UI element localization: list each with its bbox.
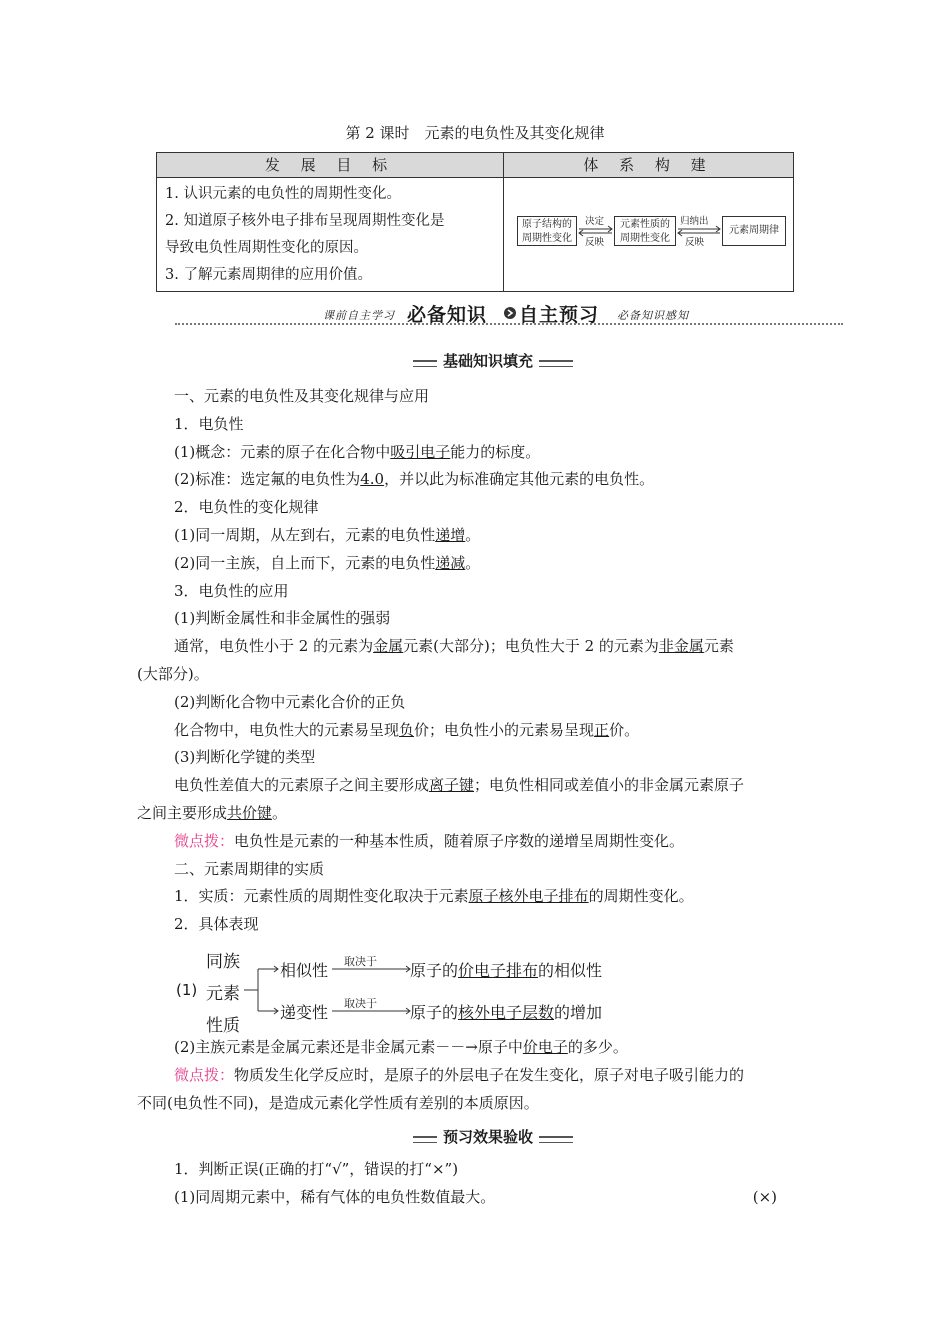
- exercise-content: [137, 1156, 777, 1212]
- tip-paragraph: 微点拨：物质发生化学反应时，是原子的外层电子在发生变化，原子对电子吸引能力的: [174, 1065, 745, 1084]
- main-content: [137, 383, 817, 939]
- figure-left-label: 同族: [206, 952, 240, 972]
- goals-table: [156, 152, 794, 292]
- paragraph: (1)同一周期，从左到右，元素的电负性递增。: [174, 525, 481, 544]
- paragraph: (3)判断化学键的类型: [174, 748, 316, 767]
- chevron-right-icon: [503, 306, 517, 320]
- diagram-arrow-label: 反映: [585, 237, 605, 248]
- paragraph: (1)判断金属性和非金属性的强弱: [174, 609, 391, 628]
- arrow-label: 取决于: [344, 997, 377, 1010]
- lesson-title: 第 2 课时 元素的电负性及其变化规律: [345, 124, 605, 142]
- paragraph: (2)同一主族，自上而下，元素的电负性递减。: [174, 553, 481, 572]
- periodic-law-figure: [172, 945, 632, 1037]
- paragraph: (1)概念：元素的原子在化合物中吸引电子能力的标度。: [174, 442, 541, 461]
- goals-header: 发 展 目 标: [157, 153, 504, 178]
- subheading: 2．电负性的变化规律: [174, 498, 319, 517]
- figure-left-label: 元素: [206, 984, 240, 1004]
- paragraph: (2)判断化合物中元素化合价的正负: [174, 692, 406, 711]
- subheading: 3．电负性的应用: [174, 581, 289, 600]
- banner-left-text: 课前自主学习: [323, 309, 395, 322]
- question-item: (1)同周期元素中，稀有气体的电负性数值最大。 (×): [137, 1184, 777, 1212]
- subheading: 2．具体表现: [174, 915, 259, 934]
- concept-diagram: [517, 216, 787, 248]
- banner-title-a: 必备知识: [407, 304, 488, 326]
- diagram-arrow-label: 决定: [585, 216, 605, 227]
- diagram-arrow-label: 反映: [685, 237, 705, 248]
- figure-number: (1): [176, 981, 198, 999]
- variation-label: 递变性: [280, 1003, 329, 1022]
- similarity-cause: 原子的价电子排布的相似性: [410, 961, 603, 980]
- answer-mark: (×): [752, 1187, 777, 1206]
- paragraph: 通常，电负性小于 2 的元素为金属元素(大部分)；电负性大于 2 的元素为非金属元素: [174, 637, 734, 656]
- section-tag-basics: 基础知识填充: [413, 352, 573, 370]
- tip-paragraph: 微点拨：电负性是元素的一种基本性质，随着原子序数的递增呈周期性变化。: [174, 831, 685, 850]
- paragraph: 之间主要形成共价键。: [137, 803, 288, 822]
- diagram-arrow-label: 归纳出: [680, 216, 709, 227]
- branch-arrows-icon: [244, 955, 414, 1025]
- section-tag-check: 预习效果验收: [413, 1128, 573, 1146]
- paragraph: 不同(电负性不同)，是造成元素化学性质有差别的本质原因。: [137, 1093, 539, 1112]
- goal-item: 1. 认识元素的电负性的周期性变化。: [165, 186, 401, 202]
- paragraph: (大部分)。: [137, 664, 209, 683]
- banner-right-text: 必备知识感知: [617, 309, 689, 322]
- question: 1．判断正误(正确的打“√”，错误的打“×”): [174, 1160, 459, 1178]
- system-header: 体 系 构 建: [504, 153, 793, 178]
- diagram-box-law: 元素周期律: [722, 216, 786, 246]
- table-divider: [503, 177, 504, 291]
- figure-left-label: 性质: [206, 1016, 240, 1036]
- paragraph: (2)标准：选定氟的电负性为4.0，并以此为标准确定其他元素的电负性。: [174, 470, 655, 489]
- diagram-box-property: 元素性质的 周期性变化: [614, 216, 676, 246]
- paragraph: 化合物中，电负性大的元素易呈现负价；电负性小的元素易呈现正价。: [174, 720, 640, 739]
- paragraph: 1．实质：元素性质的周期性变化取决于元素原子核外电子排布的周期性变化。: [174, 887, 694, 906]
- diagram-box-structure: 原子结构的 周期性变化: [517, 216, 577, 246]
- goals-list: [165, 181, 500, 289]
- arrow-label: 取决于: [344, 955, 377, 968]
- goal-item: 导致电负性周期性变化的原因。: [165, 240, 368, 256]
- banner-divider: [175, 323, 843, 329]
- section-banner: [175, 302, 843, 324]
- paragraph: 电负性差值大的元素原子之间主要形成离子键；电负性相同或差值小的非金属元素原子: [174, 776, 745, 795]
- banner-title-b: 自主预习: [519, 304, 600, 326]
- variation-cause: 原子的核外电子层数的增加: [410, 1003, 603, 1022]
- goal-item: 3. 了解元素周期律的应用价值。: [165, 267, 372, 283]
- subheading: 1．电负性: [174, 414, 244, 433]
- heading-2: 二、元素周期律的实质: [174, 859, 325, 878]
- heading-1: 一、元素的电负性及其变化规律与应用: [174, 387, 430, 405]
- goal-item: 2. 知道原子核外电子排布呈现周期性变化是: [165, 213, 445, 229]
- paragraph: (2)主族元素是金属元素还是非金属元素－－→原子中价电子的多少。: [174, 1038, 628, 1056]
- main-content-continued: [137, 1034, 817, 1117]
- similarity-label: 相似性: [280, 961, 329, 980]
